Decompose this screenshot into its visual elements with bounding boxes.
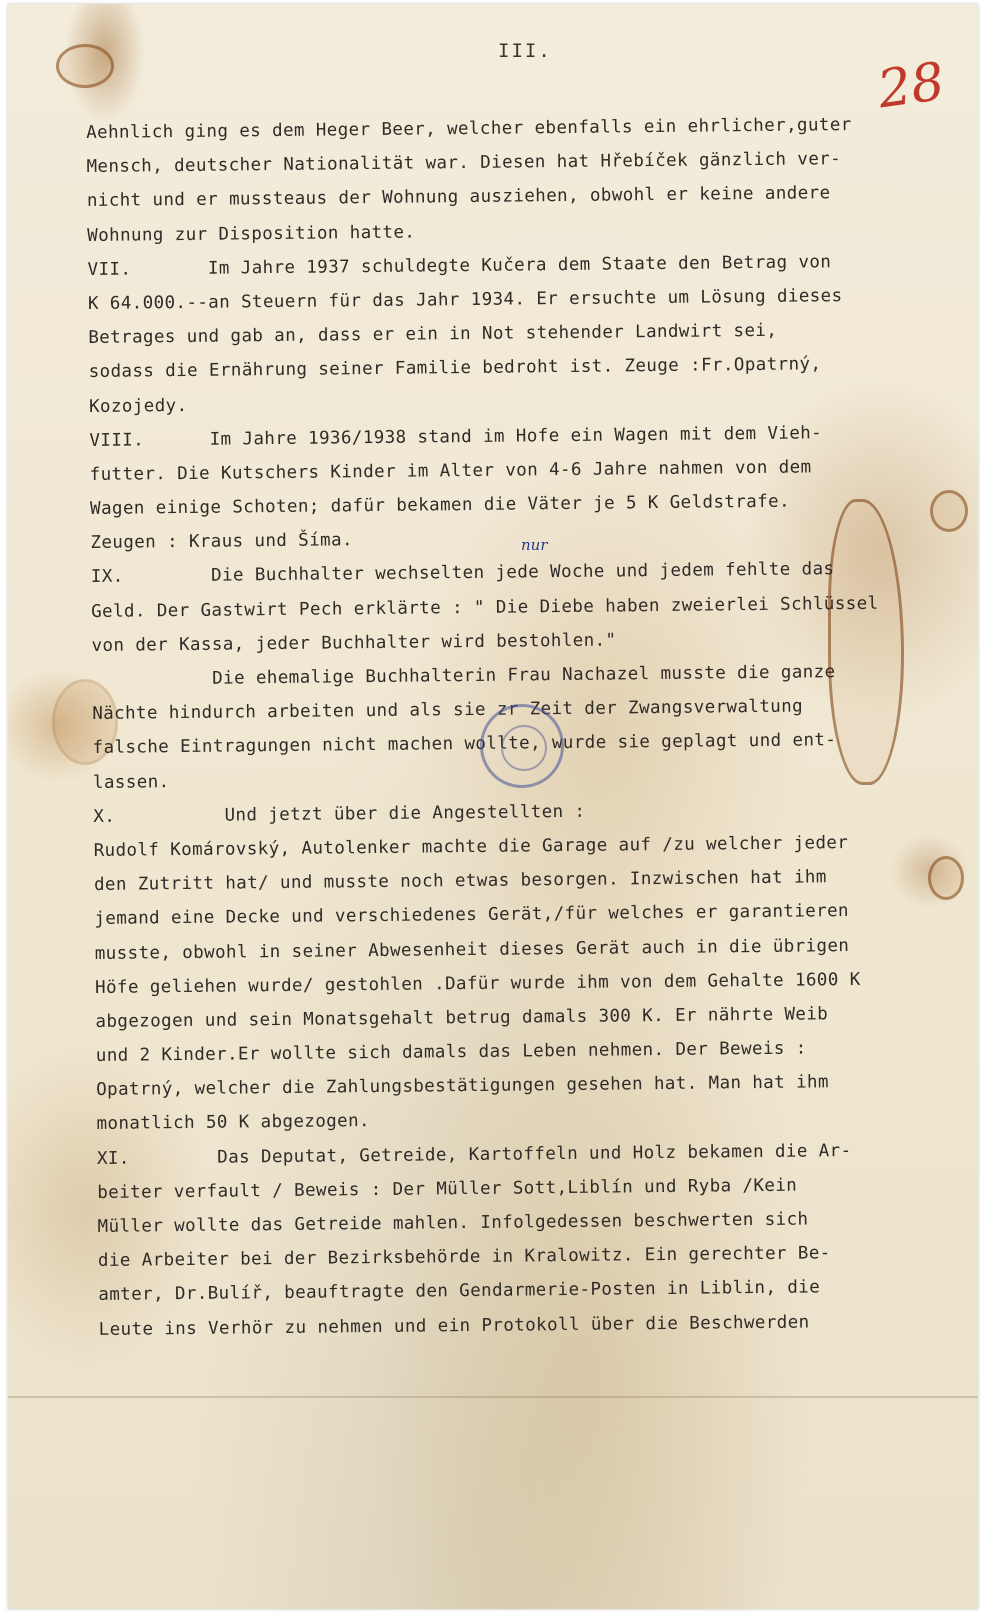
text-line: beiter verfault / Beweis : Der Müller Sott,Liblín und Ryba /Kein <box>97 1175 798 1203</box>
text-line: Mensch, deutscher Nationalität war. Diesen hat Hřebíček gänzlich ver- <box>86 149 842 178</box>
text-line: monatlich 50 K abgezogen. <box>96 1111 371 1135</box>
text-line: Opatrný, welcher die Zahlungsbestätigungen gesehen hat. Man hat ihm <box>96 1072 829 1101</box>
text-line: lassen. <box>92 771 170 793</box>
stain-top-left <box>56 44 114 88</box>
text-line: VII. Im Jahre 1937 schuldegte Kučera dem Staate den Betrag von <box>87 251 832 280</box>
text-line: die Arbeiter bei der Bezirksbehörde in Kralowitz. Ein gerechter Be- <box>97 1243 831 1272</box>
paper-fold <box>8 1396 978 1398</box>
page-header-number: III. <box>498 40 552 62</box>
text-line: Höfe geliehen wurde/ gestohlen .Dafür wurde ihm von dem Gehalte 1600 K <box>95 969 861 998</box>
text-line: von der Kassa, jeder Buchhalter wird bestohlen." <box>91 630 617 656</box>
text-line: Nächte hindurch arbeiten und als sie zr Zeit der Zwangsverwaltung <box>92 696 804 725</box>
text-line: abgezogen und sein Monatsgehalt betrug damals 300 K. Er nährte Weib <box>95 1004 829 1032</box>
document-page <box>8 4 978 1609</box>
text-line: Betrages und gab an, dass er ein in Not stehender Landwirt sei, <box>88 320 789 349</box>
text-line: Geld. Der Gastwirt Pech erklärte : " Die Diebe haben zweierlei Schlüssel <box>91 593 879 622</box>
text-line: Die ehemalige Buchhalterin Frau Nachazel musste die ganze <box>91 662 836 690</box>
handwritten-note: nur <box>521 536 548 554</box>
text-line: Zeugen : Kraus und Šíma. <box>90 530 354 554</box>
archive-stamp <box>480 704 564 788</box>
text-line: Rudolf Komárovský, Autolenker machte die Garage auf /zu welcher jeder <box>93 832 849 861</box>
text-line: musste, obwohl in seiner Abwesenheit dieses Gerät auch in die übrigen <box>94 935 850 964</box>
text-line: VIII. Im Jahre 1936/1938 stand im Hofe ein Wagen mit dem Vieh- <box>89 422 823 451</box>
text-line: amter, Dr.Bulíř, beauftragte den Gendarmerie-Posten in Liblin, die <box>98 1277 821 1306</box>
text-line: und 2 Kinder.Er wollte sich damals das Leben nehmen. Der Beweis : <box>95 1038 807 1067</box>
text-line: jemand eine Decke und verschiedenes Gerät,/für welches er garantieren <box>94 901 850 930</box>
text-line: futter. Die Kutschers Kinder im Alter von 4-6 Jahre nahmen von dem <box>89 457 812 485</box>
text-line: K 64.000.--an Steuern für das Jahr 1934. Er ersuchte um Lösung dieses <box>87 286 843 314</box>
text-line: Kozojedy. <box>88 395 188 417</box>
text-line: IX. Die Buchhalter wechselten jede Woche und jedem fehlte das <box>90 559 835 588</box>
text-line: Wohnung zur Disposition hatte. <box>87 222 416 246</box>
text-line: sodass die Ernährung seiner Familie bedroht ist. Zeuge :Fr.Opatrný, <box>88 354 822 383</box>
text-line: Müller wollte das Getreide mahlen. Infolgedessen beschwerten sich <box>97 1209 809 1237</box>
text-line: nicht und er mussteaus der Wohnung ausziehen, obwohl er keine andere <box>86 183 831 212</box>
text-line: X. Und jetzt über die Angestellten : <box>93 801 586 827</box>
text-line: falsche Eintragungen nicht machen wollte, wurde sie geplagt und ent- <box>92 730 837 759</box>
text-line: den Zutritt hat/ und musste noch etwas besorgen. Inzwischen hat ihm <box>93 867 827 896</box>
text-line: Wagen einige Schoten; dafür bekamen die Väter je 5 K Geldstrafe. <box>90 491 791 520</box>
text-line: XI. Das Deputat, Getreide, Kartoffeln und Holz bekamen die Ar- <box>96 1140 852 1169</box>
text-line: Aehnlich ging es dem Heger Beer, welcher ebenfalls ein ehrlicher,guter <box>86 114 852 143</box>
text-line: Leute ins Verhör zu nehmen und ein Protokoll über die Beschwerden <box>98 1312 810 1340</box>
folio-number: 28 <box>874 51 949 121</box>
